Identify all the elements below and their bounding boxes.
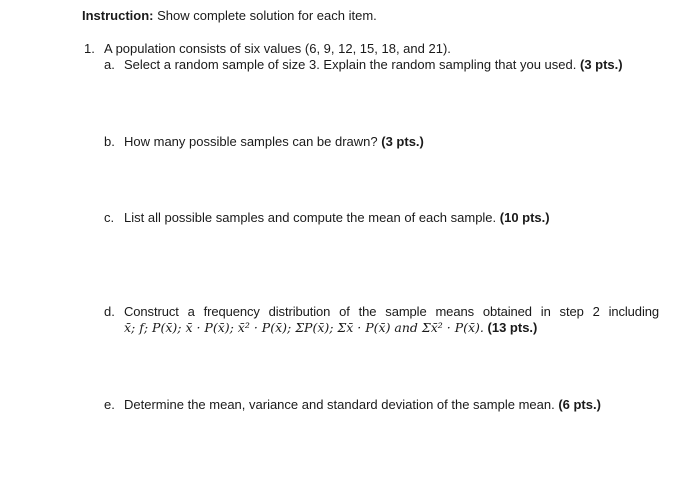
- instruction-line: [82, 8, 377, 23]
- item-c-text: List all possible samples and compute the mean of each sample.: [124, 210, 500, 225]
- item-c-points: (10 pts.): [499, 210, 550, 225]
- item-c-letter: c.: [104, 210, 115, 225]
- instruction-text: Show complete solution for each item.: [153, 8, 377, 23]
- item-b-letter: b.: [104, 134, 115, 149]
- item-e-points: (6 pts.): [558, 397, 601, 412]
- item-b-text: How many possible samples can be drawn?: [124, 134, 382, 149]
- item-a: [124, 57, 623, 72]
- item-b: [124, 134, 424, 149]
- item-a-text: Select a random sample of size 3. Explain the random sampling that you used.: [124, 57, 580, 72]
- item-a-letter: a.: [104, 57, 115, 72]
- item-e: [124, 397, 601, 412]
- instruction-label: Instruction:: [82, 8, 154, 23]
- item-c: [124, 210, 550, 225]
- item-e-letter: e.: [104, 397, 115, 412]
- item-d-formula: x̄; f; P(x̄); x̄ · P(x̄); x̄² · P(x̄); ΣP(x̄); Σx̄ · P(x̄) and Σx̄² · P(x̄).: [124, 320, 484, 335]
- item-b-points: (3 pts.): [381, 134, 424, 149]
- item-a-points: (3 pts.): [579, 57, 623, 72]
- item-d-letter: d.: [104, 304, 115, 319]
- item-d-formula-line: [124, 320, 537, 335]
- problem-statement: A population consists of six values (6, 9, 12, 15, 18, and 21).: [104, 41, 451, 56]
- item-e-text: Determine the mean, variance and standard deviation of the sample mean.: [124, 397, 559, 412]
- problem-number: 1.: [84, 41, 95, 56]
- item-d-points: (13 pts.): [483, 320, 538, 335]
- item-d-text: Construct a frequency distribution of the sample means obtained in step 2 including: [124, 304, 659, 319]
